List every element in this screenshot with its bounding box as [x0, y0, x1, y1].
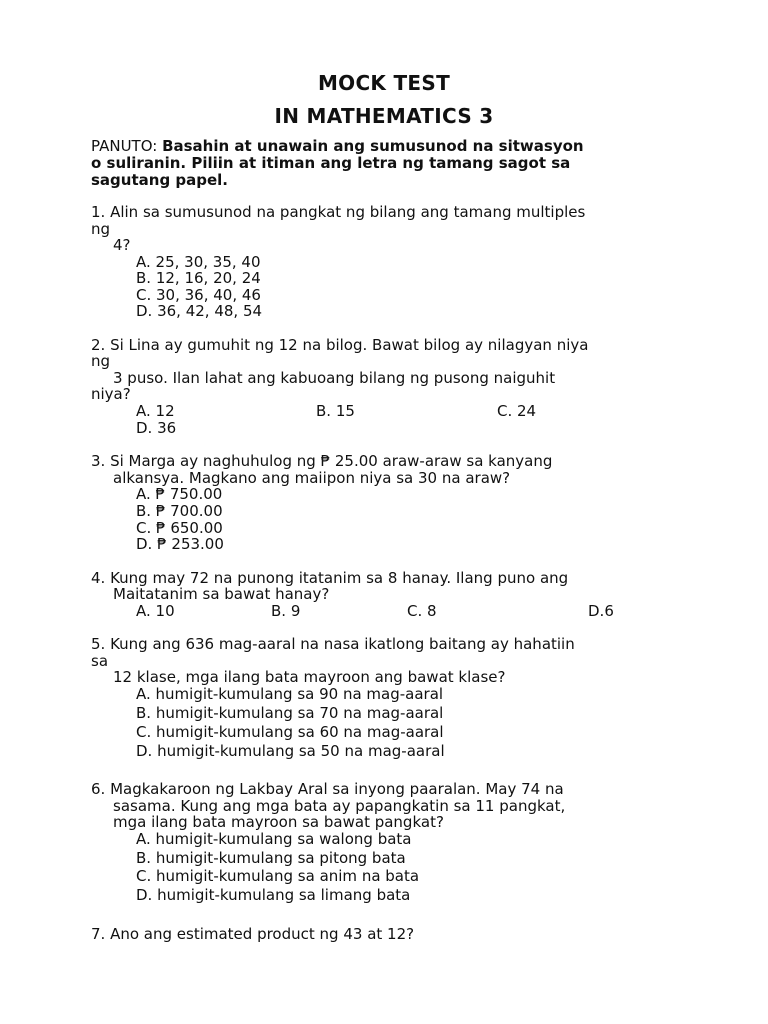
- question-5-line-1: 5. Kung ang 636 mag-aaral na nasa ikatlong baitang ay hahatiin: [91, 635, 575, 653]
- question-1-line-1: 1. Alin sa sumusunod na pangkat ng bilang ang tamang multiples: [91, 203, 586, 221]
- question-4-option-a: A. 10: [136, 602, 175, 620]
- question-2-line-1: 2. Si Lina ay gumuhit ng 12 na bilog. Bawat bilog ay nilagyan niya: [91, 336, 589, 354]
- question-6-line-3: mga ilang bata mayroon sa bawat pangkat?: [113, 813, 444, 831]
- question-3-option-d: D. ₱ 253.00: [136, 535, 224, 553]
- question-1-option-a: A. 25, 30, 35, 40: [136, 253, 261, 271]
- question-5-option-a: A. humigit-kumulang sa 90 na mag-aaral: [136, 685, 444, 703]
- instructions-text-1: Basahin at unawain ang sumusunod na sitwasyon: [162, 137, 584, 155]
- question-5-line-2: sa: [91, 652, 109, 670]
- question-2-option-c: C. 24: [497, 402, 537, 420]
- question-4-option-d: D.6: [588, 602, 614, 620]
- question-6-line-1: 6. Magkakaroon ng Lakbay Aral sa inyong paaralan. May 74 na: [91, 780, 564, 798]
- question-2-option-a: A. 12: [136, 402, 175, 420]
- question-2-option-d: D. 36: [136, 419, 177, 437]
- question-6-option-c: C. humigit-kumulang sa anim na bata: [136, 867, 420, 885]
- question-3-option-a: A. ₱ 750.00: [136, 485, 223, 503]
- question-4-option-c: C. 8: [407, 602, 437, 620]
- document-subtitle: IN MATHEMATICS 3: [274, 104, 494, 128]
- question-7-line-1: 7. Ano ang estimated product ng 43 at 12?: [91, 925, 415, 943]
- question-6-option-d: D. humigit-kumulang sa limang bata: [136, 886, 411, 904]
- question-3-line-2: alkansya. Magkano ang maiipon niya sa 30 na araw?: [113, 469, 511, 487]
- question-5-option-d: D. humigit-kumulang sa 50 na mag-aaral: [136, 742, 445, 760]
- question-6-option-b: B. humigit-kumulang sa pitong bata: [136, 849, 406, 867]
- question-1-line-3: 4?: [113, 236, 131, 254]
- question-4-line-1: 4. Kung may 72 na punong itatanim sa 8 hanay. Ilang puno ang: [91, 569, 569, 587]
- question-1-option-c: C. 30, 36, 40, 46: [136, 286, 261, 304]
- question-2-line-4: niya?: [91, 385, 131, 403]
- question-4-option-b: B. 9: [271, 602, 301, 620]
- question-3-line-1: 3. Si Marga ay naghuhulog ng ₱ 25.00 araw-araw sa kanyang: [91, 452, 553, 470]
- question-2-option-b: B. 15: [316, 402, 355, 420]
- instructions-label: PANUTO:: [91, 137, 163, 155]
- question-6-option-a: A. humigit-kumulang sa walong bata: [136, 830, 412, 848]
- instructions-line-2: o suliranin. Piliin at itiman ang letra ng tamang sagot sa: [91, 154, 571, 172]
- instructions-line-3: sagutang papel.: [91, 171, 229, 189]
- question-1-option-d: D. 36, 42, 48, 54: [136, 302, 263, 320]
- question-5-line-3: 12 klase, mga ilang bata mayroon ang bawat klase?: [113, 668, 506, 686]
- question-6-line-2: sasama. Kung ang mga bata ay papangkatin sa 11 pangkat,: [113, 797, 566, 815]
- question-4-line-2: Maitatanim sa bawat hanay?: [113, 585, 330, 603]
- question-1-option-b: B. 12, 16, 20, 24: [136, 269, 261, 287]
- question-2-line-2: ng: [91, 352, 111, 370]
- document-title: MOCK TEST: [317, 71, 451, 95]
- question-1-line-2: ng: [91, 220, 111, 238]
- question-3-option-b: B. ₱ 700.00: [136, 502, 223, 520]
- question-5-option-c: C. humigit-kumulang sa 60 na mag-aaral: [136, 723, 444, 741]
- instructions-line-1: [91, 138, 584, 155]
- question-3-option-c: C. ₱ 650.00: [136, 519, 223, 537]
- question-5-option-b: B. humigit-kumulang sa 70 na mag-aaral: [136, 704, 444, 722]
- question-2-line-3: 3 puso. Ilan lahat ang kabuoang bilang ng pusong naiguhit: [113, 369, 556, 387]
